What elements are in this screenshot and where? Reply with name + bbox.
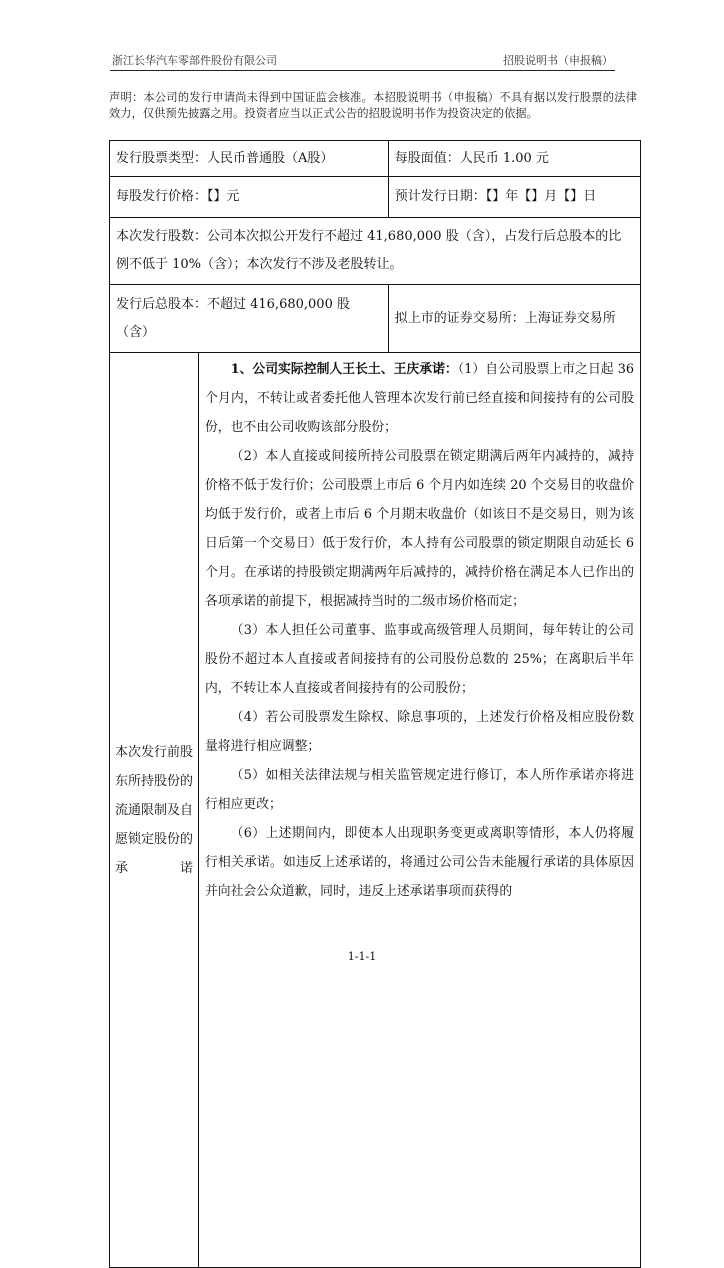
page-header <box>110 48 615 71</box>
lockup-p4: （4）若公司股票发生除权、除息事项的，上述发行价格及相应股份数量将进行相应调整； <box>205 710 634 754</box>
table-row <box>110 218 641 285</box>
declaration-text: 声明：本公司的发行申请尚未得到中国证监会核准。本招股说明书（申报稿）不具有据以发行股票的法律效力，仅供预先披露之用。投资者应当以正式公告的招股说明书作为投资决定的依据。 <box>109 91 637 120</box>
table-row <box>110 285 641 353</box>
exchange-cell: 拟上市的证券交易所：上海证券交易所 <box>388 285 640 353</box>
date-cell: 预计发行日期：【】年【】月【】日 <box>388 177 640 218</box>
lockup-commitment-cell <box>199 353 641 1268</box>
lockup-p3: （3）本人担任公司董事、监事或高级管理人员期间，每年转让的公司股份不超过本人直接或者间接持有的公司股份总数的 25%；在离职后半年内，不转让本人直接或者间接持有的公司股份； <box>205 623 634 696</box>
table-row <box>110 141 641 177</box>
page-number: 1-1-1 <box>347 950 377 963</box>
par-value-cell: 每股面值：人民币 1.00 元 <box>388 141 640 177</box>
lockup-p5: （5）如相关法律法规与相关监管规定进行修订，本人所作承诺亦将进行相应更改； <box>205 768 634 812</box>
lockup-p6: （6）上述期间内，即使本人出现职务变更或离职等情形，本人仍将履行相关承诺。如违反上述承诺的，将通过公司公告未能履行承诺的具体原因并向社会公众道歉，同时，违反上述承诺事项而获得的 <box>205 826 634 899</box>
lockup-p2: （2）本人直接或间接所持公司股票在锁定期满后两年内减持的，减持价格不低于发行价；公司股票上市后 6 个月内如连续 20 个交易日的收盘价均低于发行价，或者上市后 6 个月期末收盘价（如该日不是交易日，则为该日后第一个交易日）低于发行价，本人持有公司股票的锁定期限自动延长 6 个月。在承诺的持股锁定期满两年后减持的，减持价格在满足本人已作出的各项承诺的前提下，根据减持当时的二级市场价格而定； <box>205 449 634 609</box>
table-row <box>110 177 641 218</box>
header-doc-type: 招股说明书（申报稿） <box>503 54 613 67</box>
lockup-heading: 1、公司实际控制人王长土、王庆承诺： <box>230 362 458 377</box>
lockup-first-paragraph <box>205 353 634 442</box>
price-cell: 每股发行价格：【】元 <box>110 177 389 218</box>
header-company: 浙江长华汽车零部件股份有限公司 <box>112 54 277 67</box>
lockup-label-cell: 本次发行前股东所持股份的流通限制及自愿锁定股份的承诺 <box>110 353 199 1268</box>
lockup-p1: （1）自公司股票上市之日起 36 个月内，不转让或者委托他人管理本次发行前已经直接和间接持有的公司股份，也不由公司收购该部分股份； <box>205 362 634 435</box>
stock-type-cell: 发行股票类型：人民币普通股（A股） <box>110 141 389 177</box>
total-shares-cell: 发行后总股本：不超过 416,680,000 股（含） <box>110 285 389 353</box>
table-row <box>110 353 641 1268</box>
shares-cell: 本次发行股数：公司本次拟公开发行不超过 41,680,000 股（含），占发行后总股本的比例不低于 10%（含）；本次发行不涉及老股转让。 <box>110 218 641 285</box>
offering-summary-table <box>109 140 641 1268</box>
